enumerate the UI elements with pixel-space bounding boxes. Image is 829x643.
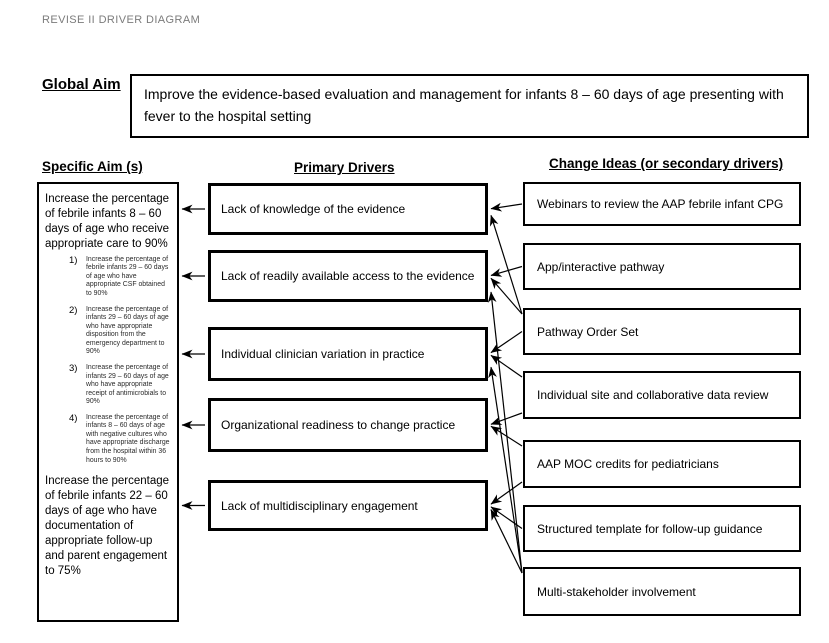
change-idea-box-5 xyxy=(523,440,801,488)
change-idea-box-6 xyxy=(523,505,801,552)
primary-driver-box-3 xyxy=(208,327,488,381)
sub-aim-number: 3) xyxy=(69,362,78,374)
primary-driver-label: Lack of readily available access to the evidence xyxy=(221,269,475,283)
change-idea-label: Individual site and collaborative data review xyxy=(537,388,769,402)
sub-aim-4 xyxy=(45,414,171,465)
primary-driver-box-1 xyxy=(208,183,488,235)
sub-aim-text: Increase the percentage of infants 29 – 60 days of age who have appropriate receipt of antimicrobials to 90% xyxy=(86,363,169,406)
change-idea-label: Pathway Order Set xyxy=(537,324,639,339)
change-idea-box-2 xyxy=(523,243,801,290)
change-idea-box-7 xyxy=(523,567,801,616)
primary-driver-box-4 xyxy=(208,398,488,452)
sub-aim-number: 2) xyxy=(69,304,78,316)
primary-driver-label: Organizational readiness to change practice xyxy=(221,418,456,432)
sub-aim-2 xyxy=(45,306,171,357)
specific-aims-header: Specific Aim (s) xyxy=(42,159,143,174)
change-idea-label: Webinars to review the AAP febrile infant CPG xyxy=(537,197,784,211)
primary-driver-box-5 xyxy=(208,480,488,531)
page-title: REVISE II DRIVER DIAGRAM xyxy=(42,14,201,26)
specific-aim-2: Increase the percentage of febrile infants 22 – 60 days of age who have documentation of appropriate follow-up and parent engagement to 75% xyxy=(45,475,170,577)
specific-aims-box xyxy=(37,182,179,622)
change-ideas-header: Change Ideas (or secondary drivers) xyxy=(549,156,784,171)
primary-driver-label: Lack of knowledge of the evidence xyxy=(221,202,406,216)
primary-driver-label: Individual clinician variation in practice xyxy=(221,347,425,361)
primary-driver-box-2 xyxy=(208,250,488,302)
change-idea-label: AAP MOC credits for pediatricians xyxy=(537,457,719,471)
sub-aim-3 xyxy=(45,364,171,407)
change-idea-box-1 xyxy=(523,182,801,226)
sub-aim-1 xyxy=(45,256,171,299)
global-aim-label: Global Aim xyxy=(42,76,121,93)
change-idea-box-3 xyxy=(523,308,801,355)
sub-aim-number: 4) xyxy=(69,412,78,424)
global-aim-text: Improve the evidence-based evaluation and management for infants 8 – 60 days of age presenting with fever to the hospital setting xyxy=(144,86,784,124)
change-idea-label: App/interactive pathway xyxy=(537,259,665,274)
change-idea-label: Structured template for follow-up guidance xyxy=(537,521,763,536)
primary-driver-label: Lack of multidisciplinary engagement xyxy=(221,498,418,513)
sub-aim-text: Increase the percentage of infants 29 – 60 days of age who have appropriate disposition from the emergency department to 90% xyxy=(86,305,169,356)
sub-aims-list xyxy=(45,256,171,465)
change-idea-label: Multi-stakeholder involvement xyxy=(537,584,696,599)
primary-drivers-header: Primary Drivers xyxy=(294,160,395,175)
specific-aim-1: Increase the percentage of febrile infants 8 – 60 days of age who receive appropriate care to 90% xyxy=(45,193,170,250)
global-aim-box xyxy=(130,74,809,138)
sub-aim-text: Increase the percentage of infants 8 – 60 days of age with negative cultures who have appropriate discharge from the hospital within 36 hours to 90% xyxy=(86,413,170,464)
sub-aim-text: Increase the percentage of febrile infants 29 – 60 days of age who have appropriate CSF obtained to 90% xyxy=(86,255,169,297)
sub-aim-number: 1) xyxy=(69,254,78,266)
change-idea-box-4 xyxy=(523,371,801,419)
